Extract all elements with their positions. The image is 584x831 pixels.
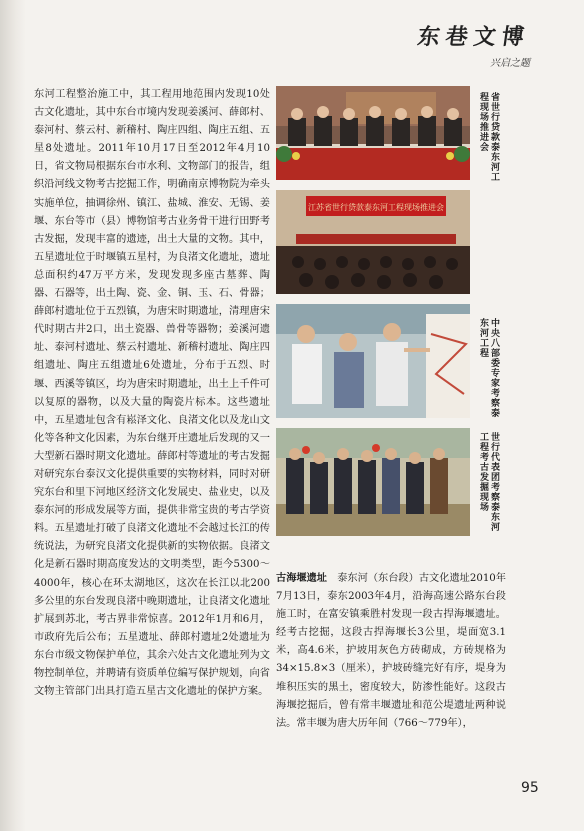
- photo-caption-1: 省世行贷款泰东河工程现场推进会: [478, 92, 499, 182]
- photo-meeting-hall: [276, 190, 470, 294]
- photo-experts-board: [276, 304, 470, 418]
- body-paragraph-right: [276, 570, 506, 733]
- book-spine-shadow: [0, 0, 26, 831]
- body-paragraph: 东河工程整治施工中，其工程用地范围内发现10处古文化遗址，其中东台市境内发现姜溪河、薛郎村、泰河村、蔡云村、新稽村、陶庄四组、陶庄五组、五星8处遗址。2011年10月17日至2012年4月10日，省文物局根据东台市水利、文物部门的报告，组织沿河线文物考古挖掘工作，明确南京博物院为牵头实施单位，抽调徐州、镇江、盐城、淮安、无锡、姜堰、东台等市（县）博物馆考古业务骨干进行田野考古发掘，发现丰富的遗迹，出土大量的文物。其中，五星遗址位于时堰镇五星村，为良渚文化遗址，遗址总面积约47万平方米，发现发现多座古墓葬、陶器、石器等，出土陶、瓷、金、铜、玉、石、骨器；薛郎村遗址位于五烈镇，为唐宋时期遗址，清理唐宋代时期古井2口，出土瓷器、兽骨等器物；姜溪河遗址、泰河村遗址、蔡云村遗址、新稽村遗址、陶庄四组遗址、陶庄五组遗址6处遗址，分布于五烈、时堰、西溪等镇区，均为唐宋时期遗址，出土上千件可以复原的器物，以及大量的陶瓷片标本。这些遗址中，五星遗址包含有崧泽文化、良渚文化以及龙山文化等各种文化因素，为东台继开庄遗址后发现的又一大型新石器时期文化遗址。薛郎村等遗址的考古发掘对研究东台泰汉文化提供重要的实物材料，同时对研究东台和里下河地区经济文化发展史、盐业史，以及泰东河的形成发展等方面，提供非常宝贵的考古学资料。五星遗址打破了良渚文化遗址不会越过长江的传统说法，为研究良渚文化提供新的实物依据。良渚文化是新石器时期高度发达的文明类型，距今5300～4000年，核心在环太湖地区，这次在长江以北200多公里的东台发现良渚中晚期遗址，让良渚文化遗址扩展到苏北，考古界非常惊喜。2012年1月和6月，市政府先后公布；五星遗址、薛郎村遗址2处遗址为东台市级文物保护单位，其余六处古文化遗址列为文物控制单位，并聘请有资质单位编写保护规划，向省文物主管部门出具打造五星古文化遗址的保护方案。: [34, 89, 270, 698]
- photo-delegation-site: [276, 428, 470, 536]
- section-heading: 古海堰遗址: [276, 573, 328, 584]
- brand-title: 东巷文博: [415, 24, 532, 50]
- right-column-text: [276, 570, 506, 733]
- left-column-text: [34, 86, 270, 701]
- photo-caption-4: 世行代表团考察泰东河工程考古发掘现场: [478, 432, 499, 532]
- photo-meeting-head-table: [276, 86, 470, 180]
- page-number: 95: [521, 780, 539, 796]
- header-brand: [415, 20, 568, 75]
- photo-caption-3: 中央八部委专家考察泰东河工程: [478, 318, 499, 418]
- section-body: 泰东河（东台段）古文化遗址2010年7月13日，泰东2003年4月，沿海高速公路东台段施工时，在富安镇乘胜村发现一段古捍海堰遗址。经考古挖掘，这段古捍海堰长3公里，堤面宽3.1米，高4.6米，护坡用灰色方砖砌成，方砖规格为34×15.8×3（厘米），护坡砖缝完好有序，堤身为堆积压实的黑土，密度较大，防渗性能好。这段古海堰挖掘后，曾有常丰堰遗址和范公堤遗址两种说法。常丰堰为唐大历年间（766～779年），: [276, 573, 506, 729]
- brand-signature: 兴启之题: [490, 58, 530, 69]
- hall-banner-text: 江苏省世行贷款泰东河工程现场推进会: [308, 203, 444, 212]
